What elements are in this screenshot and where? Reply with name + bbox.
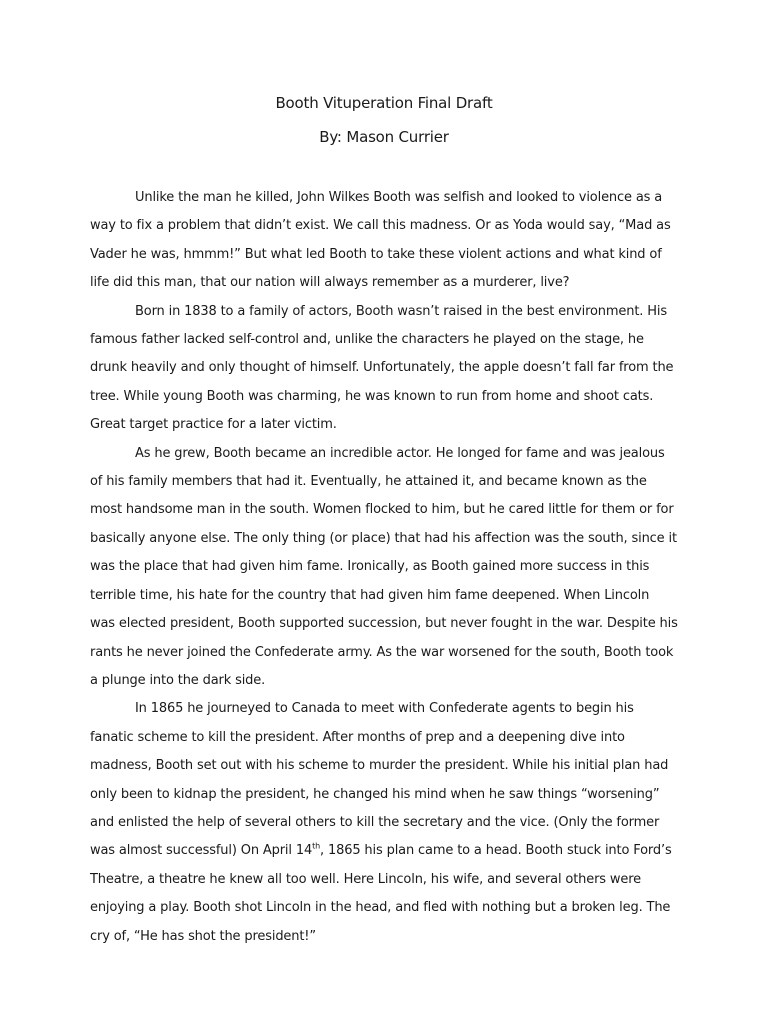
paragraph-text: , 1865 his plan came to a head. Booth stuck into Ford’s Theatre, a theatre he knew all too well. Here Lincoln, his wife, and several others were enjoying a play. Booth shot Lincoln in the head, and fled with nothing but a broken leg. The cry of, “He has shot the president!” <box>90 843 672 944</box>
document-title: Booth Vituperation Final Draft <box>275 94 493 112</box>
document-byline: By: Mason Currier <box>319 128 449 146</box>
paragraph: Born in 1838 to a family of actors, Booth wasn’t raised in the best environment. His famous father lacked self-control and, unlike the characters he played on the stage, he drunk heavily and only thought of himself. Unfortunately, the apple doesn’t fall far from the tree. While young Booth was charming, he was known to run from home and shoot cats. Great target practice for a later victim. <box>90 303 674 433</box>
ordinal-suffix: th <box>312 842 320 852</box>
paragraph: As he grew, Booth became an incredible actor. He longed for fame and was jealous of his family members that had it. Eventually, he attained it, and became known as the most handsome man in the south. Women flocked to him, but he cared little for them or for basically anyone else. The only thing (or place) that had his affection was the south, since it was the place that had given him fame. Ironically, as Booth gained more success in this terrible time, his hate for the country that had given him fame deepened. When Lincoln was elected president, Booth supported succession, but never fought in the war. Despite his rants he never joined the Confederate army. As the war worsened for the south, Booth took a plunge into the dark side. <box>90 445 678 688</box>
paragraph <box>90 695 678 951</box>
document-body <box>90 184 678 951</box>
paragraph: Unlike the man he killed, John Wilkes Booth was selfish and looked to violence as a way to fix a problem that didn’t exist. We call this madness. Or as Yoda would say, “Mad as Vader he was, hmmm!” But what led Booth to take these violent actions and what kind of life did this man, that our nation will always remember as a murderer, live? <box>90 190 671 291</box>
paragraph-text: In 1865 he journeyed to Canada to meet with Confederate agents to begin his fanatic scheme to kill the president. After months of prep and a deepening dive into madness, Booth set out with his scheme to murder the president. While his initial plan had only been to kidnap the president, he changed his mind when he saw things “worsening” and enlisted the help of several others to kill the secretary and the vice. (Only the former was almost successful) On April 14 <box>90 701 669 859</box>
